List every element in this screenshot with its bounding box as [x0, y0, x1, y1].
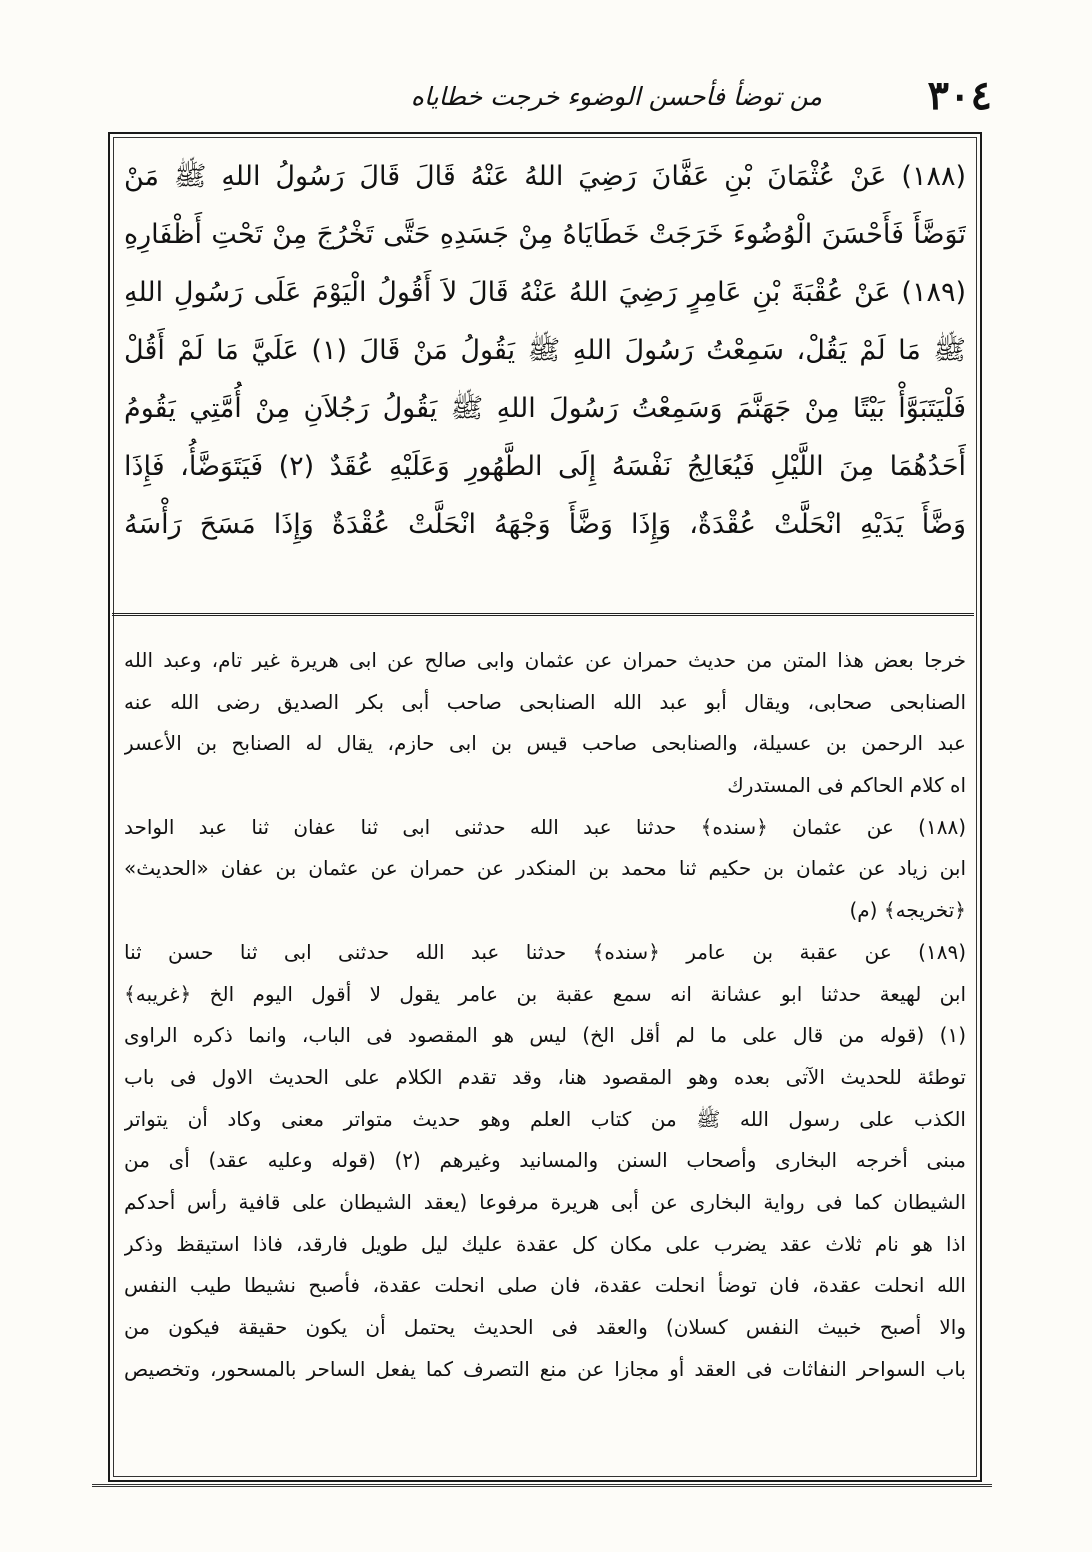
page-header — [112, 72, 992, 122]
commentary-text — [124, 640, 966, 1390]
frame-bottom-rule — [92, 1484, 992, 1487]
commentary-line: (١٨٨) عن عثمان ﴿سنده﴾ حدثنا عبد الله حدثنى ابى ثنا عفان ثنا عبد الواحد — [124, 814, 966, 839]
hadith-line: تَوَضَّأَ فَأَحْسَنَ الْوُضُوءَ خَرَجَتْ خَطَايَاهُ مِنْ جَسَدِهِ حَتَّى تَخْرُجَ مِنْ تَحْتِ أَظْفَارِهِ — [124, 219, 966, 250]
hadith-line: ﷺ مَا لَمْ يَقُلْ، سَمِعْتُ رَسُولَ اللهِ ﷺ يَقُولُ مَنْ قَالَ (١) عَلَيَّ مَا لَمْ أَقُلْ — [124, 335, 966, 366]
commentary-line: اه كلام الحاكم فى المستدرك — [727, 773, 966, 798]
commentary-line: الكذب على رسول الله ﷺ من كتاب العلم وهو حديث متواتر معنى وكاد أن يتواتر — [124, 1106, 966, 1131]
commentary-line: الصنابحى صحابى، ويقال أبو عبد الله الصنابحى صاحب أبى بكر الصديق رضى الله عنه — [124, 689, 966, 714]
commentary-line: توطئة للحديث الآتى بعده وهو المقصود هنا، وقد تقدم الكلام على الحديث الاول فى باب — [124, 1064, 966, 1089]
hadith-line: (١٨٩) عَنْ عُقْبَةَ بْنِ عَامِرٍ رَضِيَ اللهُ عَنْهُ قَالَ لاَ أَقُولُ الْيَوْمَ عَلَى رَسُولِ اللهِ — [124, 277, 966, 308]
commentary-line: الشيطان كما فى رواية البخارى عن أبى هريرة مرفوعا (يعقد الشيطان على قافية رأس أحدكم — [124, 1189, 966, 1214]
commentary-line: خرجا بعض هذا المتن من حديث حمران عن عثمان وابى صالح عن ابى هريرة غير تام، وعبد الله — [124, 648, 966, 672]
commentary-line: والا أصبح خبيث النفس كسلان) والعقد فى الحديث يحتمل أن يكون حقيقة فيكون من — [124, 1315, 966, 1339]
commentary-line: الله انحلت عقدة، فان توضأ انحلت عقدة، فان صلى انحلت عقدة، فأصبح نشيطا طيب النفس — [124, 1273, 966, 1298]
commentary-line: (١٨٩) عن عقبة بن عامر ﴿سنده﴾ حدثنا عبد الله حدثنى ابى ثنا حسن ثنا — [124, 939, 966, 964]
commentary-line: ﴿تخريجه﴾ (م) — [849, 898, 966, 923]
commentary-line: ابن لهيعة حدثنا ابو عشانة انه سمع عقبة بن عامر يقول لا أقول اليوم الخ ﴿غريبه﴾ — [124, 981, 966, 1006]
running-title: من توضأ فأحسن الوضوء خرجت خطاياه — [410, 82, 822, 111]
page-number: ٣٠٤ — [927, 72, 992, 119]
section-divider — [112, 613, 974, 616]
commentary-line: اذا هو نام ثلاث عقد يضرب على مكان كل عقدة عليك ليل طويل فارقد، فاذا استيقظ وذكر — [124, 1231, 966, 1256]
hadith-line: وَضَّأَ يَدَيْهِ انْحَلَّتْ عُقْدَةٌ، وَإِذَا وَضَّأَ وَجْهَهُ انْحَلَّتْ عُقْدَةٌ وَإِذَا مَسَحَ رَأْسَهُ — [124, 509, 966, 540]
hadith-line: أَحَدُهُمَا مِنَ اللَّيْلِ فَيُعَالِجُ نَفْسَهُ إِلَى الطَّهُورِ وَعَلَيْهِ عُقَدٌ (٢) فَيَتَوَضَّأُ، فَإِذَا — [124, 451, 966, 482]
commentary-line: (١) (قوله من قال على ما لم أقل الخ) ليس هو المقصود فى الباب، وانما ذكره الراوى — [124, 1023, 966, 1048]
commentary-line: مبنى أخرجه البخارى وأصحاب السنن والمسانيد وغيرهم (٢) (قوله وعليه عقد) أى من — [124, 1148, 966, 1173]
hadith-text — [124, 148, 966, 554]
commentary-line: باب السواحر النفاثات فى العقد أو مجازا عن منع التصرف كما يفعل الساحر بالمسحور، وتخصيص — [124, 1356, 966, 1381]
hadith-line: (١٨٨) عَنْ عُثْمَانَ بْنِ عَفَّانَ رَضِيَ اللهُ عَنْهُ قَالَ قَالَ رَسُولُ اللهِ ﷺ مَنْ — [124, 161, 966, 192]
hadith-line: فَلْيَتَبَوَّأْ بَيْتًا مِنْ جَهَنَّمَ وَسَمِعْتُ رَسُولَ اللهِ ﷺ يَقُولُ رَجُلاَنِ مِنْ أُمَّتِي يَقُومُ — [124, 393, 966, 424]
commentary-line: عبد الرحمن بن عسيلة، والصنابحى صاحب قيس بن ابى حازم، يقال له الصنابح بن الأعسر — [124, 731, 966, 756]
commentary-line: ابن زياد عن عثمان بن حكيم ثنا محمد بن المنكدر عن حمران عن عثمان بن عفان «الحديث» — [124, 856, 966, 881]
